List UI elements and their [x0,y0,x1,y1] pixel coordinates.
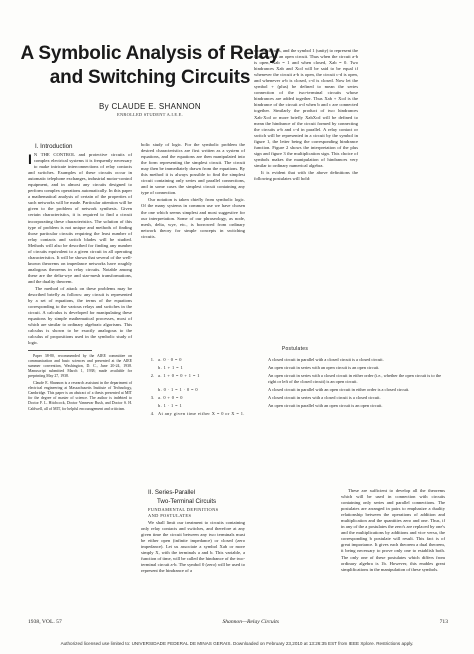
postulate-description: An open circuit in series with a closed circuit in either order (i.e., whether the open circuit is to the right or left of the closed circuit) is an open circuit. [268,372,442,384]
page-number: 713 [439,619,448,625]
col3-paragraph-2: It is evident that with the above definitions the following postulates will hold: [254,169,358,181]
postulate-description: An open circuit in series with an open circuit is an open circuit. [268,364,380,370]
col4-paragraph-1: These are sufficient to develop all the theorems which will be used in connection with circuits containing only series and parallel connections. The postulates are arranged in pairs to emphasize a duality relationship between the operations of addition and multiplication and the quantities zero and one. Thus, if in any of the a postulates the zero's are replaced by one's and the multiplications by additions and vice versa, the corresponding b postulate will result. This fact is of great importance. It gives each theorem a dual theorem, it being necessary to prove only one to establish both. The only one of these postulates which differs from ordinary algebra is 1b. However, this enables great simplifications in the manipulation of these symbols. [341,488,445,572]
postulate-row [140,403,450,409]
postulates-title: Postulates [281,346,309,352]
paper-title: A Symbolic Analysis of Relay and Switching Circuits [20,43,280,88]
subheading-fundamental-definitions: FUNDAMENTAL DEFINITIONS [148,507,219,512]
intro-paragraph-1 [28,152,132,285]
series-parallel-paragraph-1: We shall limit our treatment to circuits containing only relay contacts and switches, and therefore at any given time the circuit between any two terminals must be either open (infinite impedance) or closed (zero impedance). Let us associate a symbol Xab or more simply X, with the terminals a and b. This variable, a function of time, will be called the hindrance of the two-terminal circuit a-b. The symbol 0 (zero) will be used to represent the hindrance of a [141,520,245,574]
postulate-equation: b. 1 · 1 = 1 [158,403,183,409]
footer-running-title: Shannon—Relay Circuits [222,619,279,625]
postulate-equation: a. 0 · 0 = 0 [158,356,182,362]
subheading-postulates: AND POSTULATES [148,513,192,518]
col3-paragraph-1: closed circuits, and the symbol 1 (unity) to represent the hindrance of an open circuit. Thus when the circuit a-b is open, Xab = 1 and when closed, Xab = 0. Two hindrances Xab and Xcd will be said to be equal if whenever the circuit a-b is open, the circuit c-d is open, and whenever a-b is closed, c-d is closed. Now let the symbol + (plus) be defined to mean the series connection of the two-terminal circuits whose hindrances are added together. Thus Xab + Xcd is the hindrance of the circuit a-d when b and c are connected together. Similarly the product of two hindrances Xab·Xcd or more briefly XabXcd will be defined to mean the hindrance of the circuit formed by connecting the circuits a-b and c-d in parallel. A relay contact or switch will be represented in a circuit by the symbol in figure 1, the letter being the corresponding hindrance function. Figure 2 shows the interpretation of the plus sign and figure 3 the multiplication sign. This choice of symbols makes the manipulation of hindrances very similar to ordinary numerical algebra. [254,48,358,168]
column-2-bottom [141,488,245,575]
license-notice: Authorized licensed use limited to: UNIVERSIDADE FEDERAL DE MINAS GERAIS. Downloaded on February 23,2010 at 13:26:35 EST from IEEE Xplore. Restrictions apply. [60,641,414,646]
postulate-row: 1. a. 0 · 0 = 0 A closed circuit in parallel with a closed circuit is a closed circuit. [140,357,450,363]
postulate-row [140,387,450,393]
section-heading-series-parallel-1: II. Series-Parallel [148,489,196,496]
intro-paragraph-2: The method of attack on these problems may be described briefly as follows: any circuit is represented by a set of equations, the terms of the equations corresponding to the various relays and switches in the circuit. A calculus is developed for manipulating these equations by simple mathematical processes, most of which are similar to ordinary algebraic algorisms. This calculus is shown to be exactly analogous to the calculus of propositions used in the symbolic study of logic. [28,286,132,346]
footer-volume: 1938, VOL. 57 [28,619,62,625]
postulate-row: 4. At any given time either X = 0 or X = 1. [140,411,450,417]
postulate-equation: b. 0 · 1 = 1 · 0 = 0 [158,386,199,392]
postulate-description: A closed circuit in parallel with a closed circuit is a closed circuit. [268,356,384,362]
footnote-paper-info: Paper 38-80, recommended by the AIEE committee on communication and basic sciences and presented at the AIEE summer convention, Washington, D. C., June 20-24, 1938. Manuscript submitted March 1, 1938; made available for preprinting May 27, 1938. [28,353,132,379]
page-footer [28,619,448,625]
intro-paragraph-1-text: N THE CONTROL and protective circuits of complex electrical systems it is frequently necessary to make intricate interconnections of relay contacts and switches. Examples of these circuits occur in automatic telephone exchanges, industrial motor-control equipment, and in almost any circuits designed to perform complex operations automatically. In this paper a mathematical analysis of certain of the properties of such networks will be made. Particular attention will be given to the problem of network synthesis. Given certain characteristics, it is required to find a circuit incorporating these characteristics. The solution of this type of problem is not unique and methods of finding those particular circuits requiring the least number of relay contacts and switch blades will be studied. Methods will also be described for finding any number of circuits equivalent to a given circuit in all operating characteristics. It will be shown that several of the well-known theorems on impedance networks have roughly analogous theorems in relay circuits. Notable among these are the delta-wye and star-mesh transformations, and the duality theorem. [28,152,132,284]
postulate-row [140,365,450,371]
section-heading-introduction: I. Introduction [35,143,73,150]
column-1 [28,142,132,413]
postulate-equation: a. 1 + 0 = 0 + 1 = 1 [158,372,200,378]
col2-paragraph-2: Our notation is taken chiefly from symbolic logic. Of the many systems in common use we have chosen the one which seems simplest and most suggestive for our interpretation. Some of our phraseology, as node, mesh, delta, wye, etc., is borrowed from ordinary network theory for simple concepts in switching circuits. [141,197,245,239]
column-3-top [254,48,358,183]
author-byline: By CLAUDE E. SHANNON [98,102,202,111]
column-2-top [141,142,245,241]
footnote-rule [28,350,92,351]
section-heading-series-parallel-2: Two-Terminal Circuits [157,498,217,505]
drop-cap: I [28,151,32,167]
postulate-equation: At any given time either X = 0 or X = 1. [158,411,245,417]
author-affiliation: ENROLLED STUDENT A.I.E.E. [117,112,183,117]
postulate-equation: a. 0 + 0 = 0 [158,394,183,400]
column-4-bottom [341,488,445,574]
postulate-equation: b. 1 + 1 = 1 [158,364,184,370]
postulate-description: A closed circuit in parallel with an open circuit in either order is a closed circuit. [268,386,410,392]
postulate-row: 3. a. 0 + 0 = 0 A closed circuit in series with a closed circuit is a closed circuit. [140,395,450,401]
postulate-description: An open circuit in parallel with an open circuit is an open circuit. [268,403,383,409]
postulate-row: 2. a. 1 + 0 = 0 + 1 = 1 An open circuit in series with a closed circuit in either order (i.e., whether the open circuit is to the right or left of the closed circuit) is an open circuit. [140,373,450,384]
postulate-description: A closed circuit in series with a closed circuit is a closed circuit. [268,394,381,400]
col2-paragraph-1: bolic study of logic. For the symbolic problem the desired characteristics are first written as a system of equations, and the equations are then manipulated into the form representing the simplest circuit. The circuit may then be immediately drawn from the equations. By this method it is always possible to find the simplest circuit containing only series and parallel connections, and in some cases the simplest circuit containing any type of connection. [141,142,245,196]
postulates-block [140,347,450,469]
footnote-author-info: Claude E. Shannon is a research assistant in the department of electrical engineering at Massachusetts Institute of Technology, Cambridge. This paper is an abstract of a thesis presented at MIT for the degree of master of science. The author is indebted to Doctor F. L. Hitchcock, Doctor Vannevar Bush, and Doctor S. H. Caldwell, all of MIT, for helpful encouragement and criticism. [28,380,132,411]
postulate-description [358,411,450,417]
